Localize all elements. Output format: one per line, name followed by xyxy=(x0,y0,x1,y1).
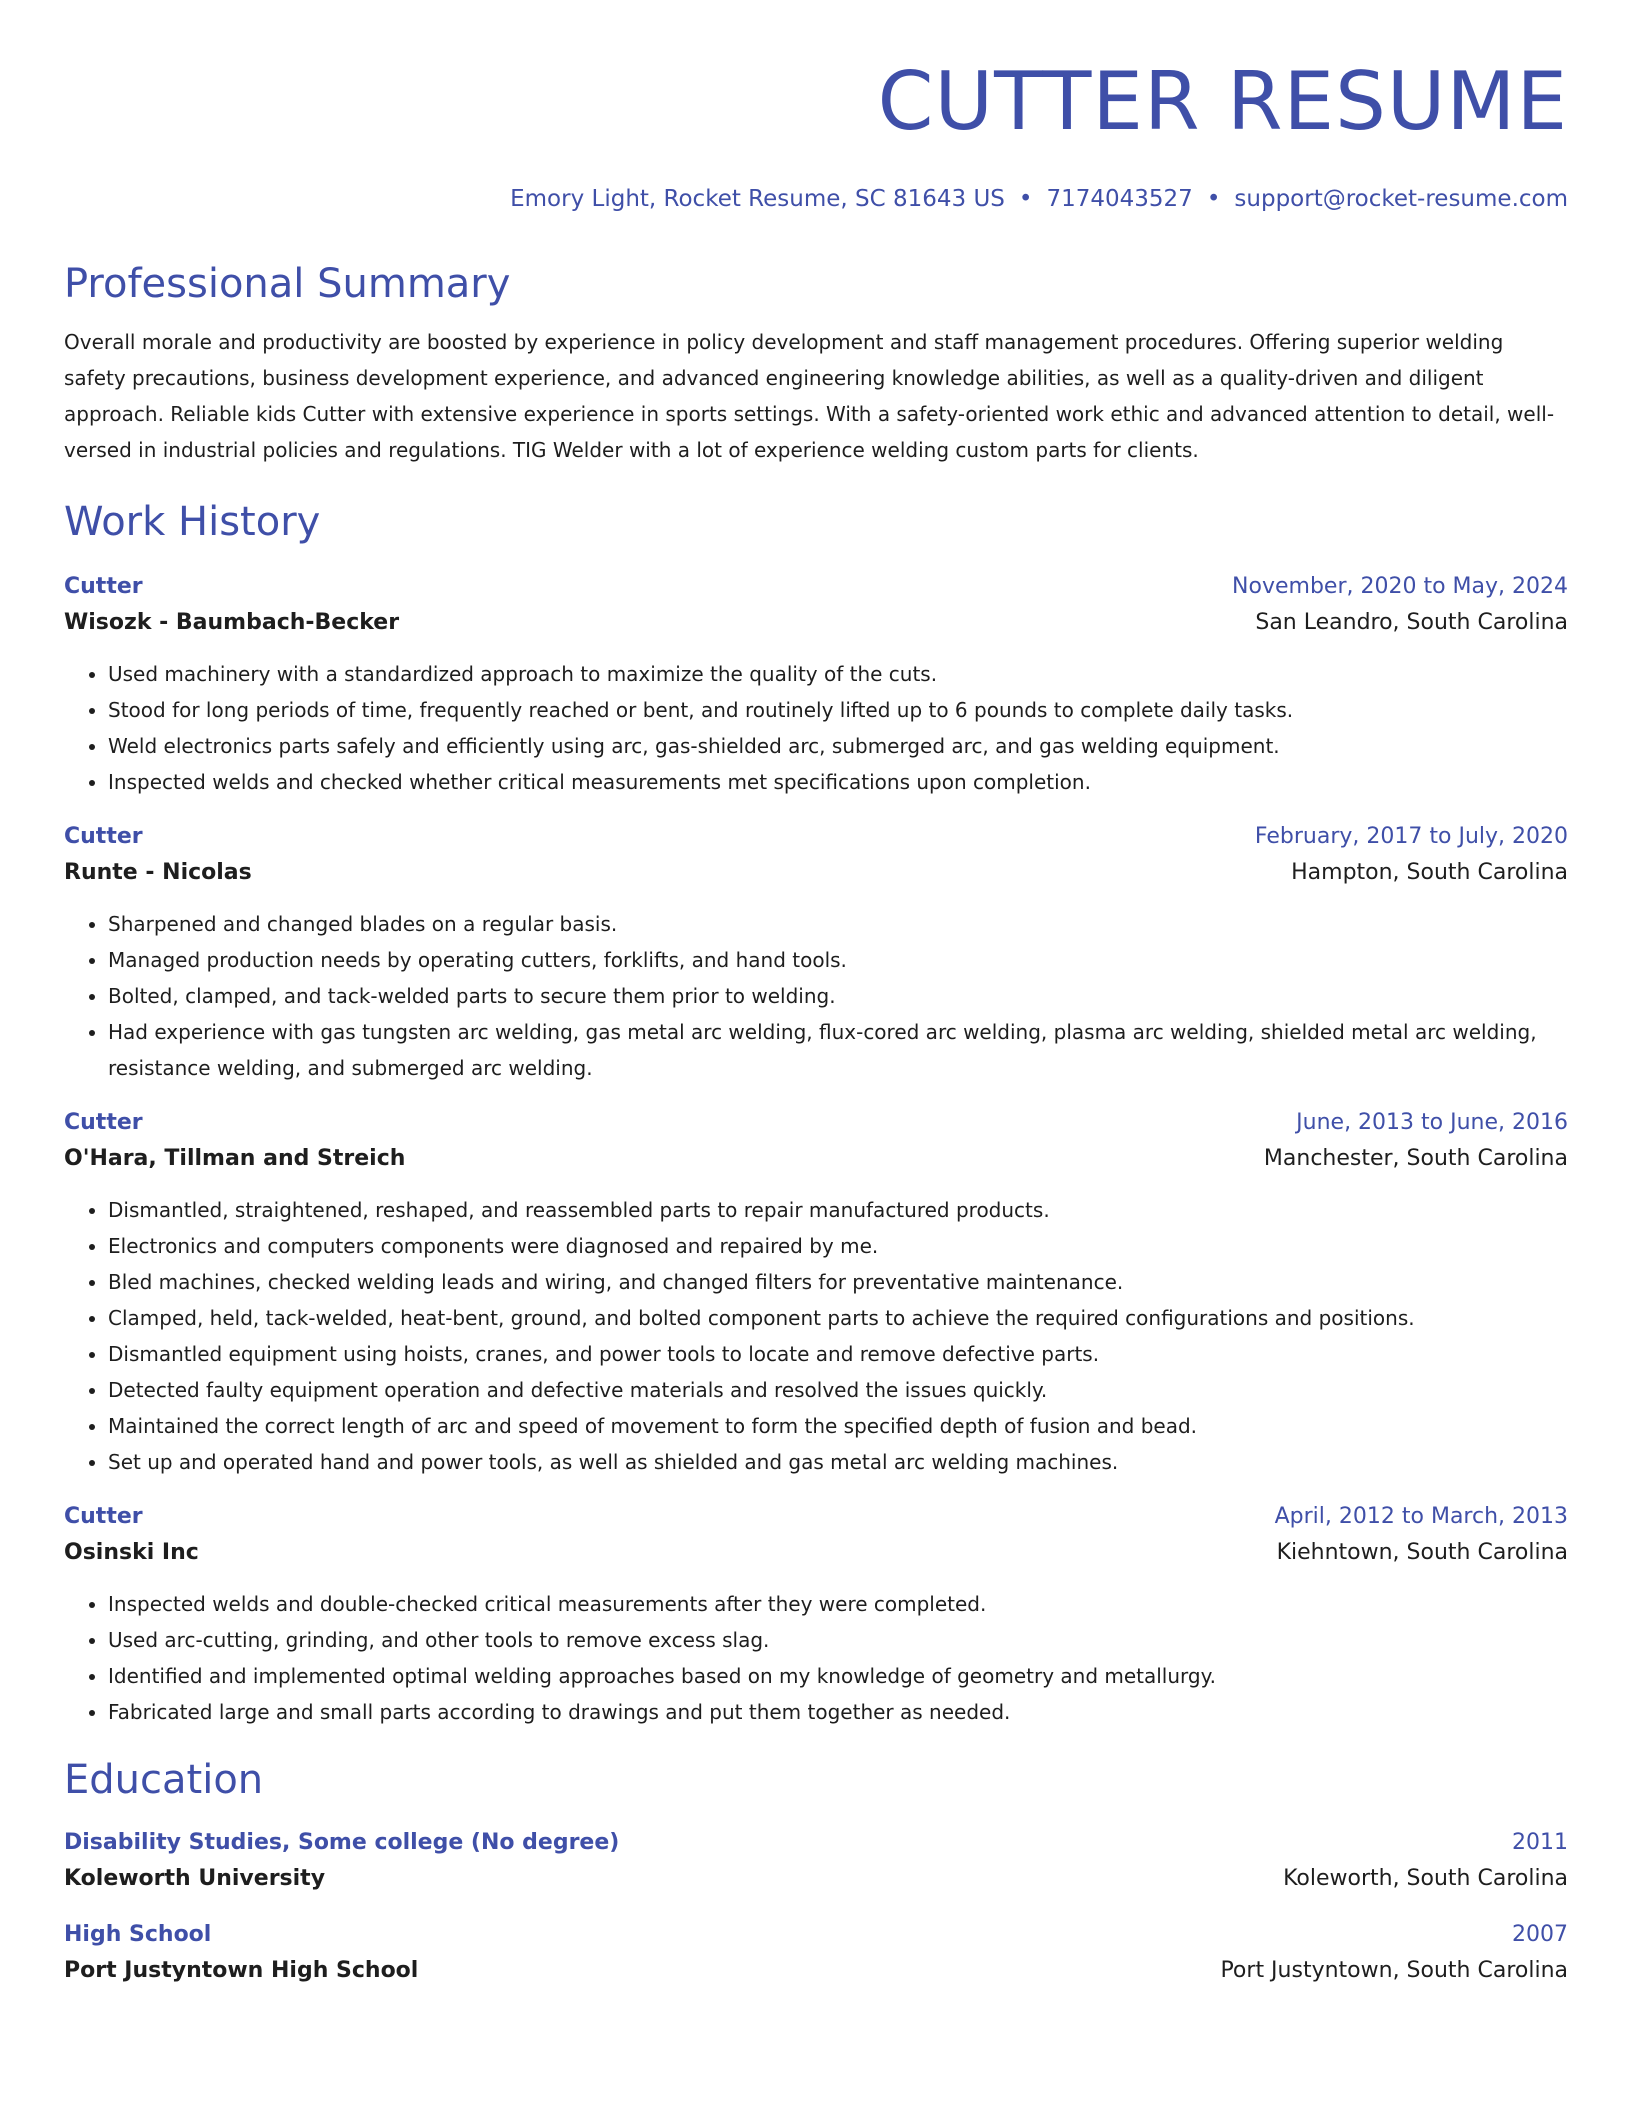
job-duty: • Bolted, clamped, and tack-welded parts to secure them prior to welding. xyxy=(108,978,1568,1014)
resume-header xyxy=(64,52,1568,214)
job-location: Manchester, South Carolina xyxy=(1263,1146,1568,1171)
job-duty: • Used arc-cutting, grinding, and other tools to remove excess slag. xyxy=(108,1622,1568,1658)
job-duty: • Detected faulty equipment operation and defective materials and resolved the issues quickly. xyxy=(108,1372,1568,1408)
job-duty: • Managed production needs by operating cutters, forklifts, and hand tools. xyxy=(108,942,1568,978)
contact-separator: • xyxy=(1206,186,1221,212)
job-location: Hampton, South Carolina xyxy=(1291,860,1568,885)
job-duty: • Dismantled, straightened, reshaped, and reassembled parts to repair manufactured products. xyxy=(108,1192,1568,1228)
job-duties xyxy=(64,1192,1568,1480)
contact-line xyxy=(64,184,1568,214)
job-dates: April, 2012 to March, 2013 xyxy=(1274,1504,1568,1529)
job-duty: • Identified and implemented optimal welding approaches based on my knowledge of geometry and metallurgy. xyxy=(108,1658,1568,1694)
work-history-list xyxy=(64,570,1568,1730)
education-location: Koleworth, South Carolina xyxy=(1283,1866,1568,1891)
education-degree: High School xyxy=(64,1922,212,1947)
contact-phone: 7174043527 xyxy=(1046,186,1193,212)
education-school: Port Justyntown High School xyxy=(64,1958,419,1983)
job-duty: • Used machinery with a standardized approach to maximize the quality of the cuts. xyxy=(108,656,1568,692)
summary-text: Overall morale and productivity are boosted by experience in policy development and staff management procedures. Offering superior welding safety precautions, business development experience, and advanced engineering knowledge abilities, as well as a quality-driven and diligent approach. Reliable kids Cutter with extensive experience in sports settings. With a safety-oriented work ethic and advanced attention to detail, well-versed in industrial policies and regulations. TIG Welder with a lot of experience welding custom parts for clients. xyxy=(64,330,1555,462)
education-year: 2007 xyxy=(1512,1922,1568,1947)
job-employer: Runte - Nicolas xyxy=(64,860,252,885)
job-duty: • Sharpened and changed blades on a regular basis. xyxy=(108,906,1568,942)
education-entry xyxy=(64,1826,1568,1898)
education-list xyxy=(64,1826,1568,1990)
job-location: San Leandro, South Carolina xyxy=(1255,610,1568,635)
job-duty: • Electronics and computers components were diagnosed and repaired by me. xyxy=(108,1228,1568,1264)
education-year: 2011 xyxy=(1512,1830,1568,1855)
job-entry xyxy=(64,1500,1568,1730)
job-duties xyxy=(64,906,1568,1086)
job-employer: Wisozk - Baumbach-Becker xyxy=(64,610,400,635)
job-duty: • Weld electronics parts safely and efficiently using arc, gas-shielded arc, submerged arc, and gas welding equipment. xyxy=(108,728,1568,764)
job-duty: • Dismantled equipment using hoists, cranes, and power tools to locate and remove defective parts. xyxy=(108,1336,1568,1372)
job-role: Cutter xyxy=(64,1504,143,1529)
job-duty: • Maintained the correct length of arc and speed of movement to form the specified depth of fusion and bead. xyxy=(108,1408,1568,1444)
education-entry xyxy=(64,1918,1568,1990)
contact-separator: • xyxy=(1018,186,1033,212)
job-location: Kiehntown, South Carolina xyxy=(1276,1540,1568,1565)
job-dates: February, 2017 to July, 2020 xyxy=(1254,824,1568,849)
summary-heading: Professional Summary xyxy=(64,261,511,307)
job-dates: November, 2020 to May, 2024 xyxy=(1232,574,1568,599)
education-school: Koleworth University xyxy=(64,1866,326,1891)
job-role: Cutter xyxy=(64,1110,143,1135)
job-dates: June, 2013 to June, 2016 xyxy=(1296,1110,1568,1135)
job-entry xyxy=(64,820,1568,1086)
job-duty: • Stood for long periods of time, frequently reached or bent, and routinely lifted up to 6 pounds to complete daily tasks. xyxy=(108,692,1568,728)
job-duty: • Had experience with gas tungsten arc welding, gas metal arc welding, flux-cored arc welding, plasma arc welding, shielded metal arc welding, resistance welding, and submerged arc welding. xyxy=(108,1014,1568,1086)
job-duty: • Inspected welds and checked whether critical measurements met specifications upon completion. xyxy=(108,764,1568,800)
job-duty: • Set up and operated hand and power tools, as well as shielded and gas metal arc welding machines. xyxy=(108,1444,1568,1480)
work-history-heading: Work History xyxy=(64,499,321,545)
education-heading: Education xyxy=(64,1757,264,1803)
job-duty: • Fabricated large and small parts according to drawings and put them together as needed. xyxy=(108,1694,1568,1730)
job-duty: • Inspected welds and double-checked critical measurements after they were completed. xyxy=(108,1586,1568,1622)
job-employer: O'Hara, Tillman and Streich xyxy=(64,1146,406,1171)
education-degree: Disability Studies, Some college (No degree) xyxy=(64,1830,620,1855)
job-duties xyxy=(64,1586,1568,1730)
education-location: Port Justyntown, South Carolina xyxy=(1220,1958,1568,1983)
contact-address: Emory Light, Rocket Resume, SC 81643 US xyxy=(510,186,1005,212)
job-duty: • Bled machines, checked welding leads and wiring, and changed filters for preventative maintenance. xyxy=(108,1264,1568,1300)
job-entry xyxy=(64,1106,1568,1480)
job-role: Cutter xyxy=(64,574,143,599)
job-role: Cutter xyxy=(64,824,143,849)
contact-email: support@rocket-resume.com xyxy=(1234,186,1568,212)
job-entry xyxy=(64,570,1568,800)
job-employer: Osinski Inc xyxy=(64,1540,199,1565)
job-duty: • Clamped, held, tack-welded, heat-bent, ground, and bolted component parts to achieve the required configurations and positions. xyxy=(108,1300,1568,1336)
job-duties xyxy=(64,656,1568,800)
resume-name: CUTTER RESUME xyxy=(877,55,1568,148)
